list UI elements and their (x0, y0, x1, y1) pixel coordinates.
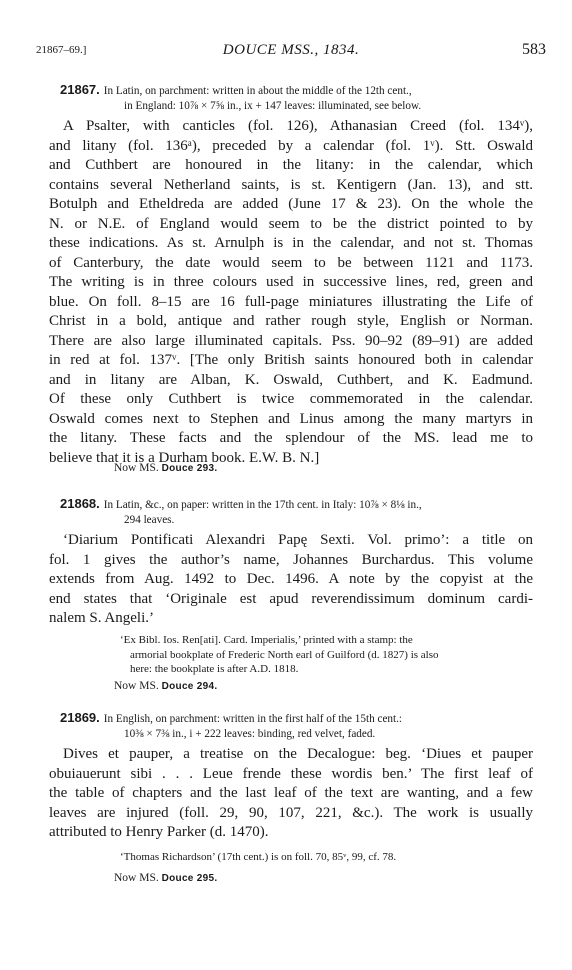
text-line: Of these only Cuthbert is twice commemorated in the calendar. (49, 391, 533, 407)
shelfmark-prefix: Now MS. (114, 872, 159, 884)
entry-21867-heading (60, 82, 528, 114)
text-line: obuiauerunt sibi . . . Leue frende these wordis ben.’ The first leaf of (49, 765, 533, 782)
entry-21868-description (49, 531, 533, 629)
running-header (36, 42, 546, 62)
text-line: of Canterbury, the date would seem to be between 1121 and 1173. (49, 254, 533, 271)
text-line: There are also large illuminated capitals. Pss. 90–92 (89–91) are added (49, 332, 533, 349)
text-line: the table of chapters and the last leaf of the text are wanting, and a few (49, 785, 533, 801)
entry-number: 21869. (60, 710, 100, 725)
text-line: ‘Diarium Pontificati Alexandri Papę Sexti. Vol. primo’: a title on (63, 532, 533, 548)
entry-heading-line: 10⅜ × 7⅜ in., i + 222 leaves: binding, red velvet, faded. (124, 728, 376, 740)
shelfmark: Douce 294. (161, 681, 218, 692)
text-line: extends from Aug. 1492 to Dec. 1496. A note by the copyist at the (49, 571, 533, 587)
entry-21868-heading (60, 496, 528, 528)
entry-heading-line: in England: 10⅞ × 7⅝ in., ix + 147 leaves: illuminated, see below. (124, 100, 422, 112)
entry-number: 21867. (60, 82, 100, 97)
text-line: in red at fol. 137ᵛ. [The only British saints honoured both in calendar (49, 352, 533, 368)
entry-21869-heading (60, 710, 528, 742)
text-line: A Psalter, with canticles (fol. 126), Athanasian Creed (fol. 134ᵛ), (63, 118, 533, 134)
entry-21868-provenance-note (120, 633, 532, 677)
text-line: and in litany are Alban, K. Oswald, Cuthbert, and K. Eadmund. (49, 371, 533, 388)
shelfmark: Douce 295. (161, 873, 218, 884)
text-line: believe that it is a Durham book. E.W. B. N.] (49, 449, 320, 466)
entry-21867-description (49, 117, 533, 468)
page-number: 583 (522, 41, 546, 58)
text-line: Botulph and Etheldreda are added (June 17 & 23). On the whole the (49, 196, 533, 212)
text-line: contains several Netherland saints, is st. Kentigern (Jan. 13), and stt. (49, 176, 533, 193)
text-line: and litany (fol. 136ᵃ), preceded by a calendar (fol. 1ᵛ). Stt. Oswald (49, 137, 533, 154)
shelfmark: Douce 293. (161, 463, 218, 474)
entry-21869-description (49, 745, 533, 843)
text-line: these indications. As st. Arnulph is in the calendar, and not st. Thomas (49, 235, 533, 251)
entry-number: 21868. (60, 496, 100, 511)
entry-heading-line: 294 leaves. (124, 514, 175, 526)
shelfmark-prefix: Now MS. (114, 462, 159, 474)
text-line: end states that ‘Originale est apud reverendissimum dominum cardi- (49, 590, 533, 607)
text-line: The writing is in three colours used in successive lines, red, green and (49, 274, 533, 290)
note-line: ‘Ex Bibl. Ios. Ren[ati]. Card. Imperialis,’ printed with a stamp: the (120, 634, 413, 646)
text-line: Oswald comes next to Stephen and Linus among the many martyrs in (49, 410, 533, 427)
entry-heading-line: In Latin, on parchment: written in about the middle of the 12th cent., (103, 85, 412, 97)
note-line: here: the bookplate is after A.D. 1818. (130, 663, 299, 675)
text-line: attributed to Henry Parker (d. 1470). (49, 824, 269, 840)
header-title: DOUCE MSS., 1834. (222, 42, 360, 58)
note-line: armorial bookplate of Frederic North earl of Guilford (d. 1827) is also (130, 648, 439, 661)
shelfmark-prefix: Now MS. (114, 680, 159, 692)
text-line: Dives et pauper, a treatise on the Decalogue: beg. ‘Diues et pauper (63, 746, 533, 762)
text-line: N. or N.E. of England would seem to be the district pointed to by (49, 215, 533, 232)
text-line: and Cuthbert are honoured in the litany: in the calendar, which (49, 157, 533, 173)
entry-heading-line: In Latin, &c., on paper: written in the 17th cent. in Italy: 10⅞ × 8⅛ in., (103, 499, 422, 511)
entry-21869-provenance-note (120, 850, 532, 865)
text-line: leaves are injured (foll. 29, 90, 107, 221, &c.). The work is usually (49, 804, 533, 821)
text-line: fol. 1 gives the author’s name, Johannes Burchardus. This volume (49, 551, 533, 568)
text-line: blue. On foll. 8–15 are 16 full-page miniatures illustrating the Life of (49, 293, 533, 310)
entry-heading-line: In English, on parchment: written in the first half of the 15th cent.: (103, 713, 403, 725)
shelfmark-note (114, 680, 217, 692)
text-line: nalem S. Angeli.’ (49, 610, 154, 626)
note-line: ‘Thomas Richardson’ (17th cent.) is on foll. 70, 85ᵛ, 99, cf. 78. (120, 851, 397, 863)
text-line: Christ in a bold, antique and rather rough style, English or Norman. (49, 313, 533, 329)
header-range: 21867–69.] (36, 44, 87, 56)
text-line: the litany. These facts and the splendour of the MS. lead me to (49, 430, 533, 446)
shelfmark-note (114, 462, 217, 474)
shelfmark-note (114, 872, 217, 884)
